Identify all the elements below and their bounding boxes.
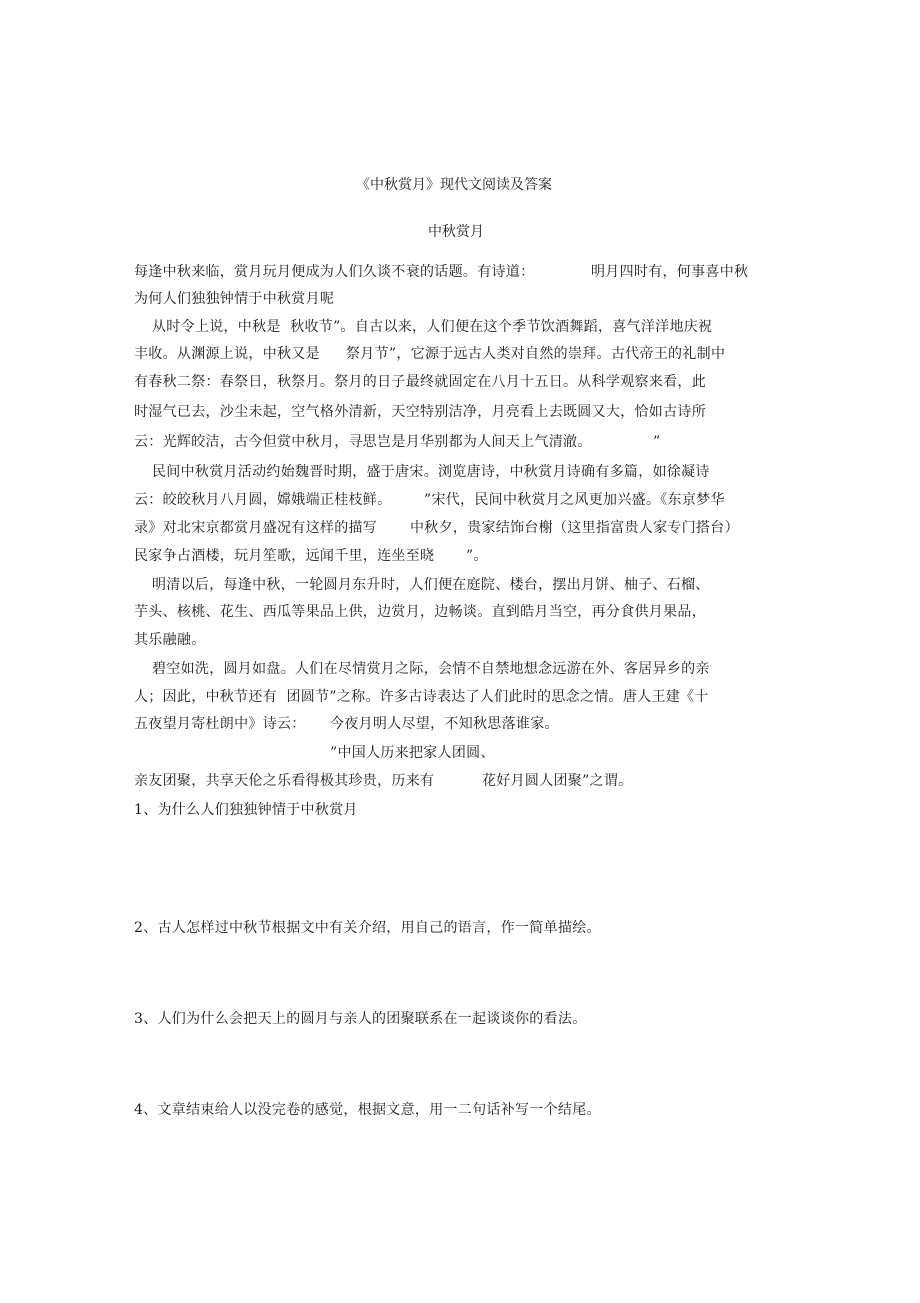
- paragraph-5-line-2: 人；因此，中秋节还有 团圆节”之称。许多古诗表达了人们此时的思念之情。唐人王建《十: [134, 689, 709, 705]
- paragraph-1-line-1: 每逢中秋来临，赏月玩月便成为人们久谈不衰的话题。有诗道：: [134, 264, 535, 280]
- paragraph-3-line-3b: 中秋夕，贵家结饰台榭（这里指富贵人家专门搭台）: [410, 520, 739, 536]
- paragraph-4-line-1: 明清以后，每逢中秋，一轮圆月东升时，人们便在庭院、楼台，摆出月饼、柚子、石榴、: [152, 577, 710, 593]
- question-4: 4、文章结束给人以没完卷的感觉，根据文意，用一二句话补写一个结尾。: [134, 1102, 601, 1118]
- paragraph-2-line-5a: 云：光辉皎洁，古今但赏中秋月，寻思岂是月华别都为人间天上气清澈。: [134, 434, 592, 450]
- paragraph-3-line-4b: ”。: [466, 548, 488, 564]
- paragraph-3-line-4a: 民家争占酒楼，玩月笙歌，远闻千里，连坐至晓: [134, 548, 435, 564]
- paragraph-1-poem: 明月四时有，何事喜中秋: [591, 264, 749, 280]
- question-1: 1、为什么人们独独钟情于中秋赏月: [134, 802, 358, 818]
- paragraph-2-line-5b: ”: [653, 434, 661, 450]
- paragraph-5-line-5b: 花好月圆人团聚”之谓。: [482, 773, 633, 789]
- paragraph-5-line-3b: 今夜月明人尽望，不知秋思落谁家。: [330, 716, 559, 732]
- document-title: 《中秋赏月》现代文阅读及答案: [356, 177, 552, 193]
- paragraph-5-line-5a: 亲友团聚，共享天伦之乐看得极其珍贵，历来有: [134, 773, 435, 789]
- question-3: 3、人们为什么会把天上的圆月与亲人的团聚联系在一起谈谈你的看法。: [134, 1011, 587, 1027]
- paragraph-3-line-2a: 云：皎皎秋月八月圆，嫦娥端正桂枝鲜。: [134, 492, 392, 508]
- paragraph-2-line-2a: 丰收。从渊源上说，中秋又是: [134, 346, 320, 362]
- paragraph-5-line-1: 碧空如洗，圆月如盘。人们在尽情赏月之际，会情不自禁地想念远游在外、客居异乡的亲: [152, 661, 710, 677]
- paragraph-2-line-1: 从时令上说，中秋是 秋收节”。自古以来，人们便在这个季节饮酒舞蹈，喜气洋洋地庆祝: [152, 319, 713, 335]
- article-title: 中秋赏月: [428, 224, 484, 240]
- paragraph-5-line-4: ”中国人历来把家人团圆、: [330, 745, 495, 761]
- paragraph-5-line-3a: 五夜望月寄杜朗中》诗云：: [134, 716, 306, 732]
- paragraph-2-line-2b: 祭月节”，它源于远古人类对自然的崇拜。古代帝王的礼制中: [346, 346, 726, 362]
- paragraph-2-line-4: 时湿气已去，沙尘未起，空气格外清新，天空特别洁净，月亮看上去既圆又大，恰如古诗所: [134, 404, 706, 420]
- paragraph-3-line-1: 民间中秋赏月活动约始魏晋时期，盛于唐宋。浏览唐诗，中秋赏月诗确有多篇，如徐凝诗: [152, 464, 710, 480]
- paragraph-3-line-3a: 录》对北宋京都赏月盛况有这样的描写: [134, 520, 378, 536]
- question-2: 2、古人怎样过中秋节根据文中有关介绍，用自己的语言，作一简单描绘。: [134, 920, 601, 936]
- paragraph-4-line-3: 其乐融融。: [134, 632, 206, 648]
- paragraph-2-line-3: 有春秋二祭：春祭日，秋祭月。祭月的日子最终就固定在八月十五日。从科学观察来看，此: [134, 374, 706, 390]
- paragraph-1-line-2: 为何人们独独钟情于中秋赏月呢: [134, 291, 335, 307]
- paragraph-3-line-2b: ”宋代，民间中秋赏月之风更加兴盛。《东京梦华: [424, 492, 725, 508]
- paragraph-4-line-2: 芋头、核桃、花生、西瓜等果品上供，边赏月，边畅谈。直到皓月当空，再分食供月果品，: [134, 604, 706, 620]
